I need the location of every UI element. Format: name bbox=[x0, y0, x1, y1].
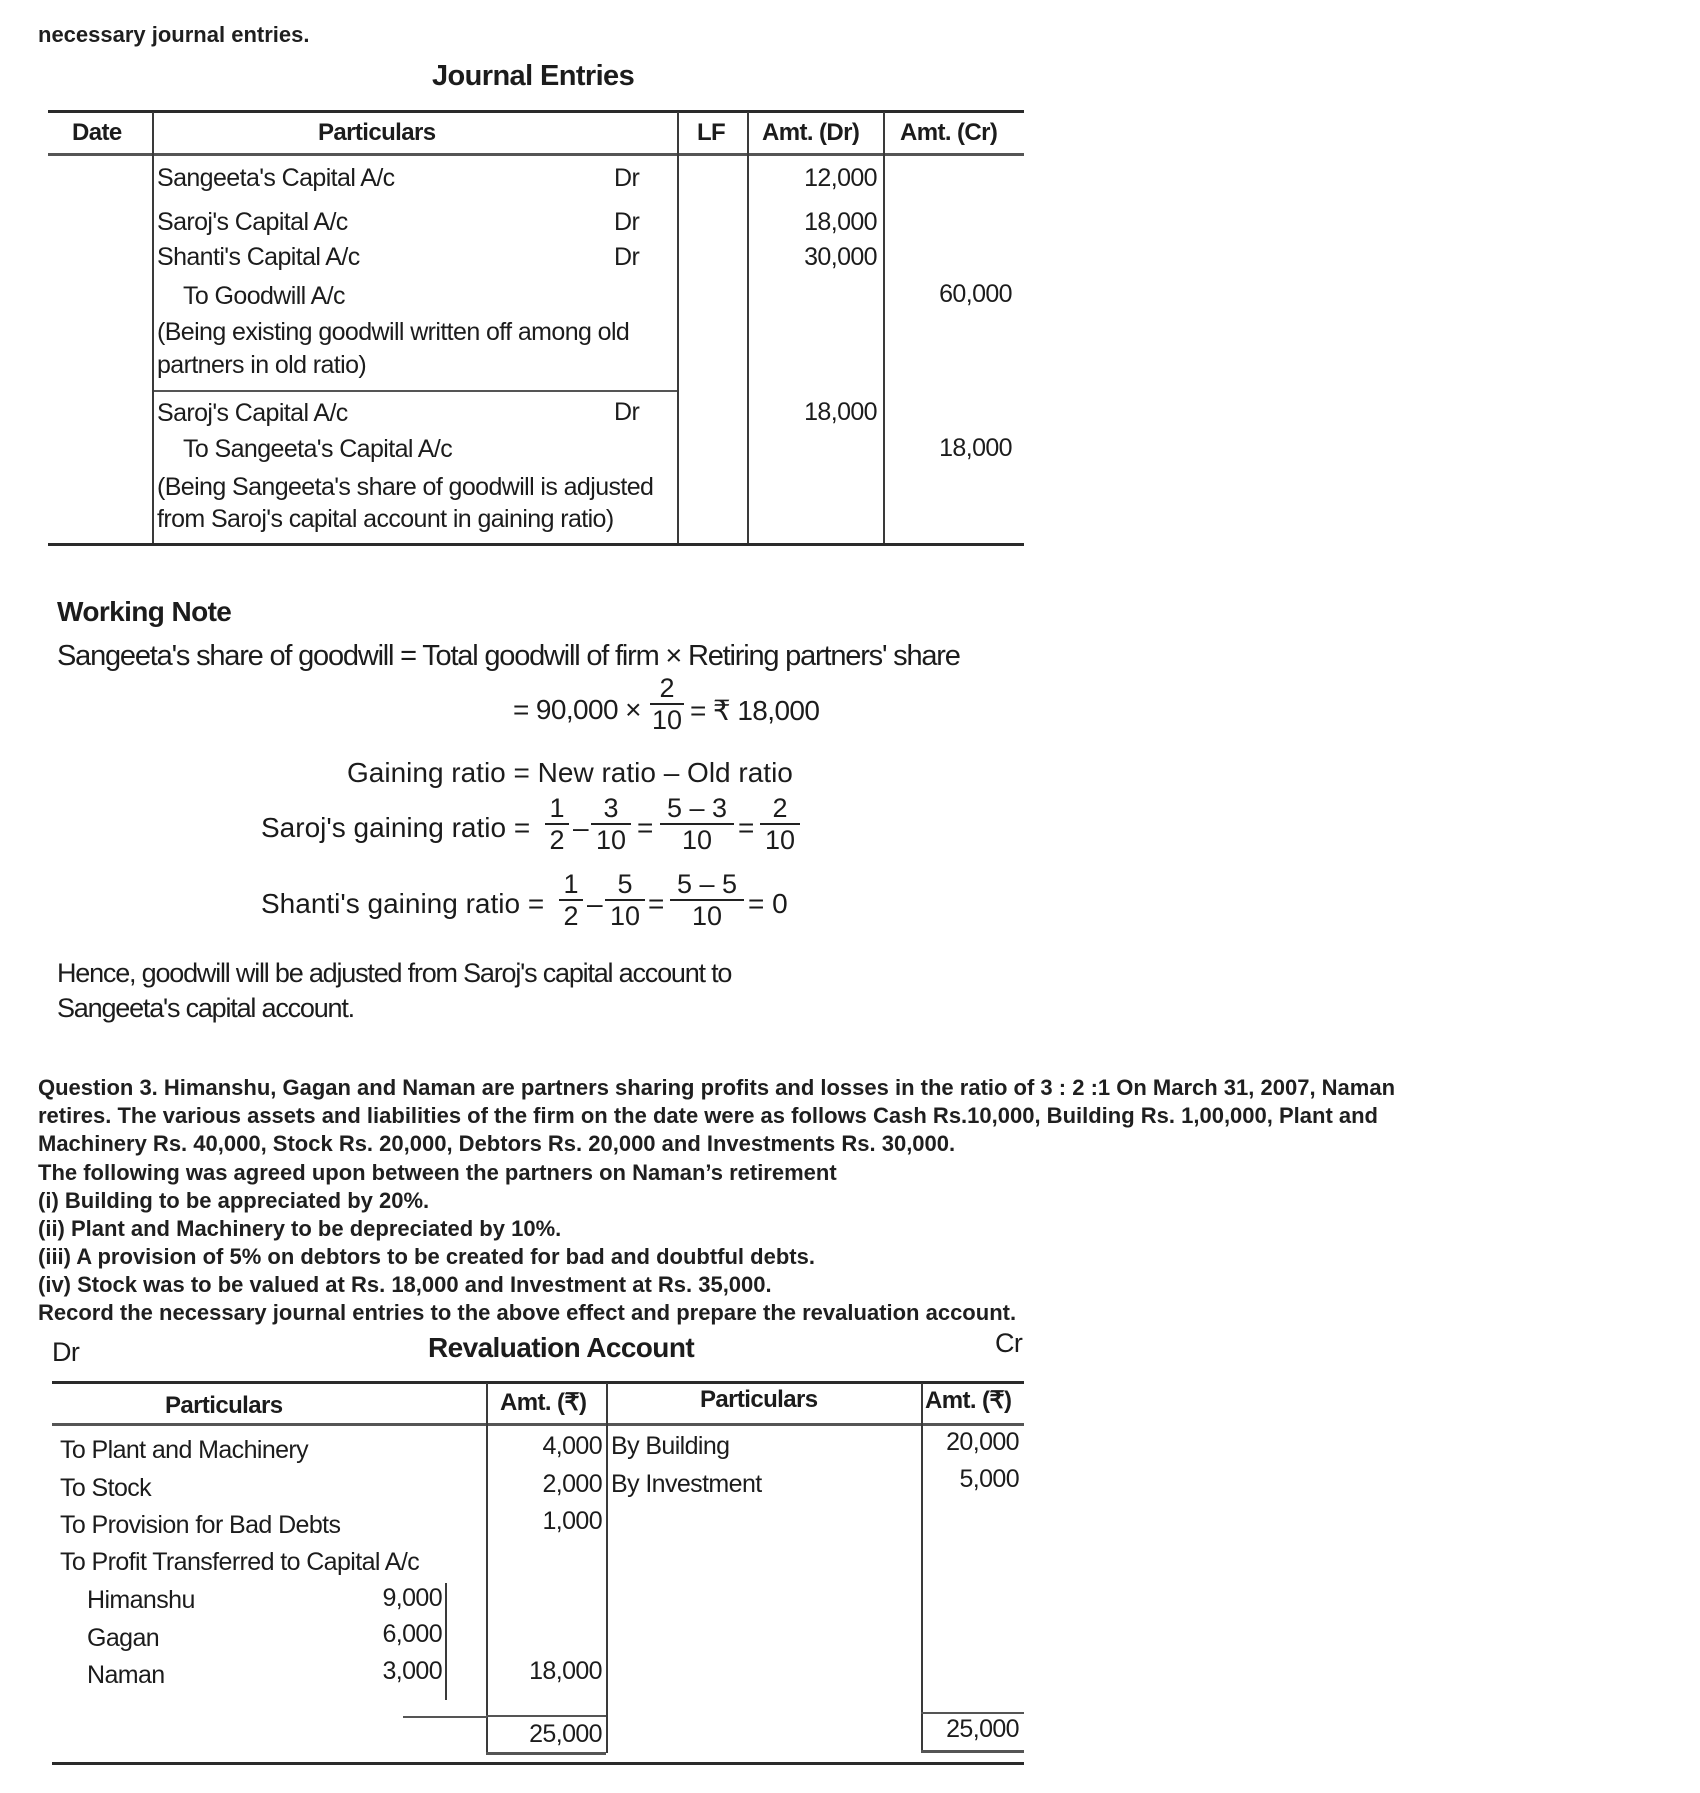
entry-line-text: Shanti's Capital A/c bbox=[157, 243, 360, 271]
total-rule-double bbox=[921, 1750, 1024, 1753]
calc-result: = ₹ 18,000 bbox=[690, 695, 820, 726]
equals-sign: = bbox=[738, 812, 755, 843]
subtotal-rule bbox=[403, 1716, 487, 1718]
header-amt-cr: Amt. (Cr) bbox=[900, 119, 998, 146]
header-date: Date bbox=[72, 119, 122, 146]
partner-share: 3,000 bbox=[382, 1657, 442, 1685]
credit-item: By Building bbox=[611, 1432, 730, 1460]
narration: from Saroj's capital account in gaining ratio) bbox=[157, 505, 614, 533]
debit-amount: 12,000 bbox=[804, 164, 877, 192]
debit-amount: 18,000 bbox=[804, 208, 877, 236]
numerator: 3 bbox=[603, 793, 619, 823]
dr-marker: Dr bbox=[614, 398, 640, 426]
debit-grand-total: 25,000 bbox=[529, 1720, 602, 1748]
calc-prefix: = 90,000 × bbox=[513, 694, 641, 725]
credit-item: By Investment bbox=[611, 1470, 762, 1498]
header-particulars: Particulars bbox=[318, 119, 436, 146]
debit-item: To Profit Transferred to Capital A/c bbox=[60, 1548, 420, 1576]
denominator: 10 bbox=[595, 824, 627, 855]
entry-line-text: To Goodwill A/c bbox=[183, 282, 345, 310]
denominator: 10 bbox=[691, 900, 723, 931]
revaluation-title: Revaluation Account bbox=[428, 1332, 695, 1363]
debit-amount: 30,000 bbox=[804, 243, 877, 271]
col-divider bbox=[606, 1383, 608, 1753]
total-rule-top bbox=[921, 1712, 1024, 1714]
entry-line-text: Saroj's Capital A/c bbox=[157, 208, 348, 236]
partner-share: 6,000 bbox=[382, 1620, 442, 1648]
credit-amount: 20,000 bbox=[946, 1428, 1019, 1456]
equals-sign: = bbox=[648, 888, 665, 919]
header-dr-particulars: Particulars bbox=[165, 1392, 283, 1419]
fraction bbox=[660, 794, 734, 854]
header-cr-particulars: Particulars bbox=[700, 1386, 818, 1413]
dr-marker: Dr bbox=[614, 208, 640, 236]
credit-amount: 5,000 bbox=[959, 1465, 1019, 1493]
partner-name: Gagan bbox=[87, 1624, 160, 1652]
fraction bbox=[670, 870, 744, 930]
intro-fragment: necessary journal entries. bbox=[38, 22, 310, 47]
entry-line-text: Saroj's Capital A/c bbox=[157, 399, 348, 427]
table-top-rule bbox=[48, 110, 1024, 113]
col-divider bbox=[883, 112, 885, 543]
partner-name: Naman bbox=[87, 1661, 165, 1689]
fraction bbox=[591, 794, 631, 854]
numerator: 5 – 5 bbox=[676, 869, 738, 899]
question-line: (i) Building to be appreciated by 20%. bbox=[38, 1188, 430, 1213]
table-header-rule bbox=[52, 1423, 1024, 1426]
narration: partners in old ratio) bbox=[157, 351, 367, 379]
narration: (Being existing goodwill written off among old bbox=[157, 318, 630, 346]
sub-col-divider bbox=[445, 1583, 447, 1700]
numerator: 1 bbox=[563, 869, 579, 899]
total-rule-double bbox=[486, 1752, 606, 1755]
working-note-heading: Working Note bbox=[57, 596, 232, 627]
col-divider bbox=[677, 112, 679, 543]
entry-separator-rule bbox=[153, 390, 677, 392]
conclusion-line-1: Hence, goodwill will be adjusted from Saroj's capital account to bbox=[57, 958, 732, 988]
debit-item: To Provision for Bad Debts bbox=[60, 1511, 341, 1539]
denominator: 2 bbox=[563, 900, 579, 931]
denominator: 10 bbox=[764, 824, 796, 855]
fraction bbox=[760, 794, 800, 854]
result-zero: = 0 bbox=[748, 888, 788, 919]
gaining-ratio-definition: Gaining ratio = New ratio – Old ratio bbox=[347, 757, 793, 788]
denominator: 10 bbox=[681, 824, 713, 855]
numerator: 5 bbox=[617, 869, 633, 899]
question-line: (iv) Stock was to be valued at Rs. 18,000 and Investment at Rs. 35,000. bbox=[38, 1272, 772, 1297]
entry-line-text: Sangeeta's Capital A/c bbox=[157, 164, 395, 192]
minus-sign: – bbox=[587, 888, 603, 919]
entry-line-text: To Sangeeta's Capital A/c bbox=[183, 435, 453, 463]
header-amt-dr: Amt. (Dr) bbox=[762, 119, 860, 146]
debit-amount: 18,000 bbox=[804, 398, 877, 426]
minus-sign: – bbox=[573, 812, 589, 843]
question-line: (ii) Plant and Machinery to be depreciated by 10%. bbox=[38, 1216, 562, 1241]
numerator: 5 – 3 bbox=[666, 793, 728, 823]
debit-amount: 4,000 bbox=[542, 1432, 602, 1460]
denominator: 10 bbox=[609, 900, 641, 931]
dr-marker: Dr bbox=[614, 164, 640, 192]
question-line: Record the necessary journal entries to the above effect and prepare the revaluation account. bbox=[38, 1300, 1017, 1325]
debit-amount: 1,000 bbox=[542, 1507, 602, 1535]
partner-share: 9,000 bbox=[382, 1584, 442, 1612]
debit-amount: 2,000 bbox=[542, 1470, 602, 1498]
fraction-2-10 bbox=[650, 674, 684, 734]
question-line: Machinery Rs. 40,000, Stock Rs. 20,000, Debtors Rs. 20,000 and Investments Rs. 30,000. bbox=[38, 1131, 956, 1156]
dr-label: Dr bbox=[52, 1337, 80, 1367]
profit-total: 18,000 bbox=[529, 1657, 602, 1685]
question-line: retires. The various assets and liabilities of the firm on the date were as follows Cash Rs.10,000, Building Rs. 1,00,000, Plant and bbox=[38, 1103, 1378, 1128]
journal-title: Journal Entries bbox=[432, 60, 635, 92]
debit-item: To Stock bbox=[60, 1474, 152, 1502]
cr-label: Cr bbox=[995, 1328, 1023, 1358]
question-line: Question 3. Himanshu, Gagan and Naman are partners sharing profits and losses in the ratio of 3 : 2 :1 On March 31, 2007, Naman bbox=[38, 1075, 1396, 1100]
numerator: 2 bbox=[659, 673, 675, 703]
conclusion-line-2: Sangeeta's capital account. bbox=[57, 993, 354, 1023]
question-line: (iii) A provision of 5% on debtors to be created for bad and doubtful debts. bbox=[38, 1244, 815, 1269]
header-cr-amount: Amt. (₹) bbox=[925, 1387, 1012, 1414]
col-divider bbox=[486, 1383, 488, 1753]
table-top-rule bbox=[52, 1381, 1024, 1384]
numerator: 2 bbox=[772, 793, 788, 823]
col-divider bbox=[152, 112, 154, 543]
denominator: 10 bbox=[651, 704, 683, 735]
table-bottom-rule bbox=[52, 1762, 1024, 1765]
table-bottom-rule bbox=[48, 543, 1024, 546]
credit-amount: 60,000 bbox=[939, 280, 1012, 308]
header-lf: LF bbox=[697, 119, 726, 146]
numerator: 1 bbox=[549, 793, 565, 823]
fraction bbox=[545, 794, 569, 854]
credit-grand-total: 25,000 bbox=[946, 1715, 1019, 1743]
shanti-label: Shanti's gaining ratio = bbox=[261, 888, 545, 919]
saroj-label: Saroj's gaining ratio = bbox=[261, 812, 531, 843]
goodwill-formula: Sangeeta's share of goodwill = Total goodwill of firm × Retiring partners' share bbox=[57, 640, 960, 672]
equals-sign: = bbox=[637, 812, 654, 843]
narration: (Being Sangeeta's share of goodwill is adjusted bbox=[157, 473, 654, 501]
total-rule-top bbox=[486, 1715, 606, 1717]
debit-item: To Plant and Machinery bbox=[60, 1436, 309, 1464]
fraction bbox=[559, 870, 583, 930]
credit-amount: 18,000 bbox=[939, 434, 1012, 462]
question-line: The following was agreed upon between the partners on Naman’s retirement bbox=[38, 1160, 837, 1185]
col-divider bbox=[747, 112, 749, 543]
dr-marker: Dr bbox=[614, 243, 640, 271]
fraction bbox=[605, 870, 645, 930]
denominator: 2 bbox=[549, 824, 565, 855]
table-header-rule bbox=[48, 153, 1024, 156]
partner-name: Himanshu bbox=[87, 1586, 195, 1614]
header-dr-amount: Amt. (₹) bbox=[500, 1389, 587, 1416]
